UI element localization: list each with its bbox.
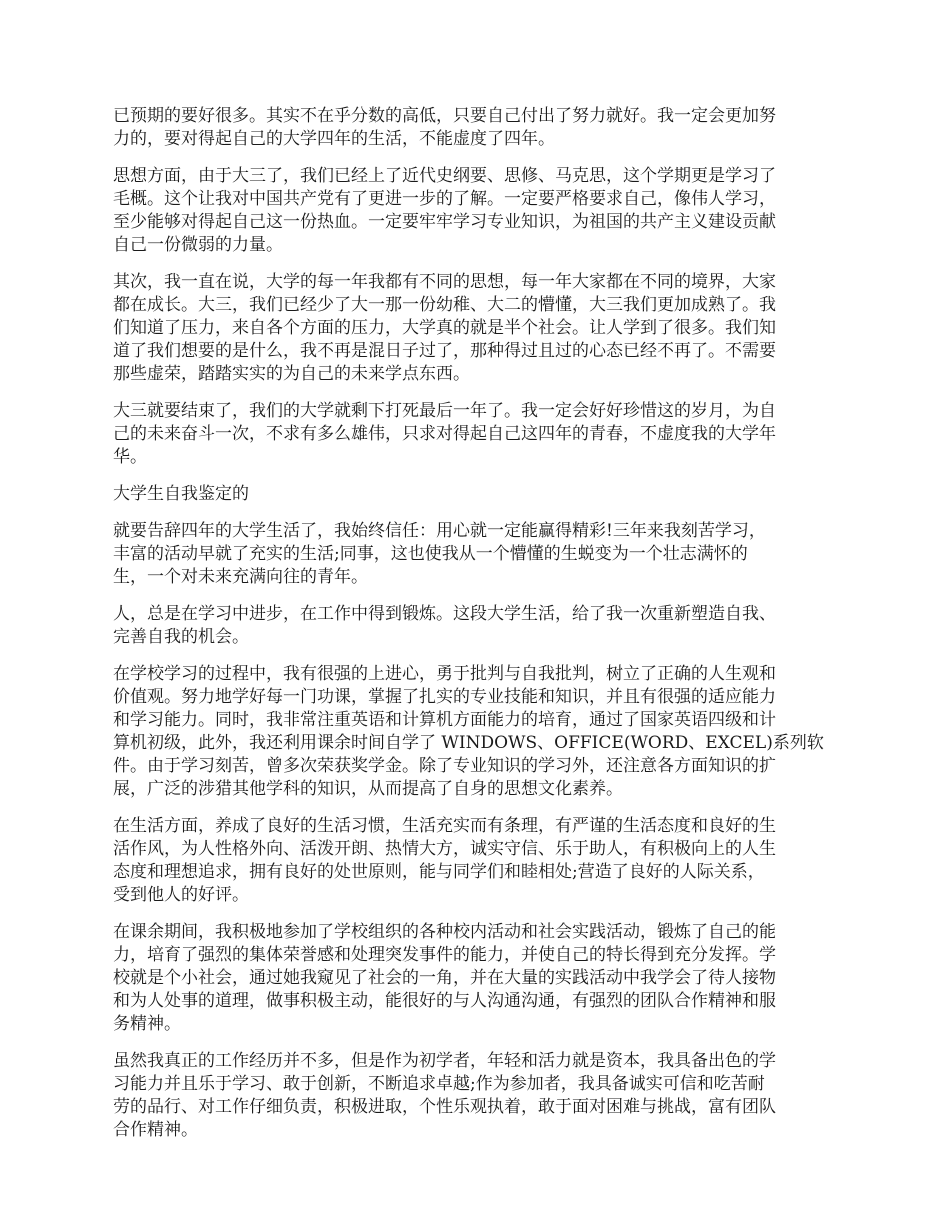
paragraph-ideology: 思想方面，由于大三了，我们已经上了近代史纲要、思修、马克思，这个学期更是学习了 毛概。这个让我对中国共产党有了更进一步的了解。一定要严格要求自己，像伟人学习， 至少能够对得起自己这一份热血。一定要牢牢学习专业知识，为祖国的共产主义建设贡献 自己一份微弱的力量。: [113, 166, 776, 255]
paragraph-junior-year-end: 大三就要结束了，我们的大学就剩下打死最后一年了。我一定会好好珍惜这的岁月，为自 己的未来奋斗一次，不求有多么雄伟，只求对得起自己这四年的青春，不虚度我的大学年 华。: [113, 401, 776, 467]
paragraph-work-experience: 虽然我真正的工作经历并不多，但是作为初学者，年轻和活力就是资本，我具备出色的学 习能力并且乐于学习、敢于创新，不断追求卓越;作为参加者，我具备诚实可信和吃苦耐 劳的品行、对工作仔细负责，积极进取，个性乐观执着，敢于面对困难与挑战，富有团队 合作精神。: [113, 1051, 776, 1140]
section-heading: 大学生自我鉴定的: [113, 484, 249, 504]
paragraph-farewell: 就要告辞四年的大学生活了，我始终信任：用心就一定能赢得精彩!三年来我刻苦学习， 丰富的活动早就了充实的生活;同事，这也使我从一个懵懂的生蜕变为一个壮志满怀的 生，一个对未来充满向往的青年。: [113, 521, 766, 587]
paragraph-progress: 人，总是在学习中进步，在工作中得到锻炼。这段大学生活，给了我一次重新塑造自我、 完善自我的机会。: [113, 604, 776, 647]
document-body: [113, 105, 843, 1156]
paragraph-study: 在学校学习的过程中，我有很强的上进心，勇于批判与自我批判，树立了正确的人生观和 价值观。努力地学好每一门功课，掌握了扎实的专业技能和知识，并且有很强的适应能力 和学习能力。同时，我非常注重英语和计算机方面能力的培育，通过了国家英语四级和计 算机初级，此外，我还利用课余时间自学了 WINDOWS、OFFICE(WORD、EXCEL)系列软 件。由于学习刻苦，曾多次荣获奖学金。除了专业知识的学习外，还注意各方面知识的扩 展，广泛的涉猎其他学科的知识，从而提高了自身的思想文化素养。: [113, 664, 824, 799]
paragraph-expectations: 已预期的要好很多。其实不在乎分数的高低，只要自己付出了努力就好。我一定会更加努 力的，要对得起自己的大学四年的生活，不能虚度了四年。: [113, 106, 776, 149]
paragraph-activities: 在课余期间，我积极地参加了学校组织的各种校内活动和社会实践活动，锻炼了自己的能 力，培育了强烈的集体荣誉感和处理突发事件的能力，并使自己的特长得到充分发挥。学 校就是个小社会，通过她我窥见了社会的一角，并在大量的实践活动中我学会了待人接物 和为人处事的道理，做事积极主动，能很好的与人沟通沟通，有强烈的团队合作精神和服 务精神。: [113, 922, 776, 1034]
paragraph-life: 在生活方面，养成了良好的生活习惯，生活充实而有条理，有严谨的生活态度和良好的生 活作风，为人性格外向、活泼开朗、热情大方，诚实守信、乐于助人，有积极向上的人生 态度和理想追求，拥有良好的处世原则，能与同学们和睦相处;营造了良好的人际关系， 受到他人的好评。: [113, 816, 776, 905]
paragraph-growth: 其次，我一直在说，大学的每一年我都有不同的思想，每一年大家都在不同的境界，大家 都在成长。大三，我们已经少了大一那一份幼稚、大二的懵懂，大三我们更加成熟了。我 们知道了压力，来自各个方面的压力，大学真的就是半个社会。让人学到了很多。我们知 道了我们想要的是什么，我不再是混日子过了，那种得过且过的心态已经不再了。不需要 那些虚荣，踏踏实实的为自己的未来学点东西。: [113, 272, 776, 384]
